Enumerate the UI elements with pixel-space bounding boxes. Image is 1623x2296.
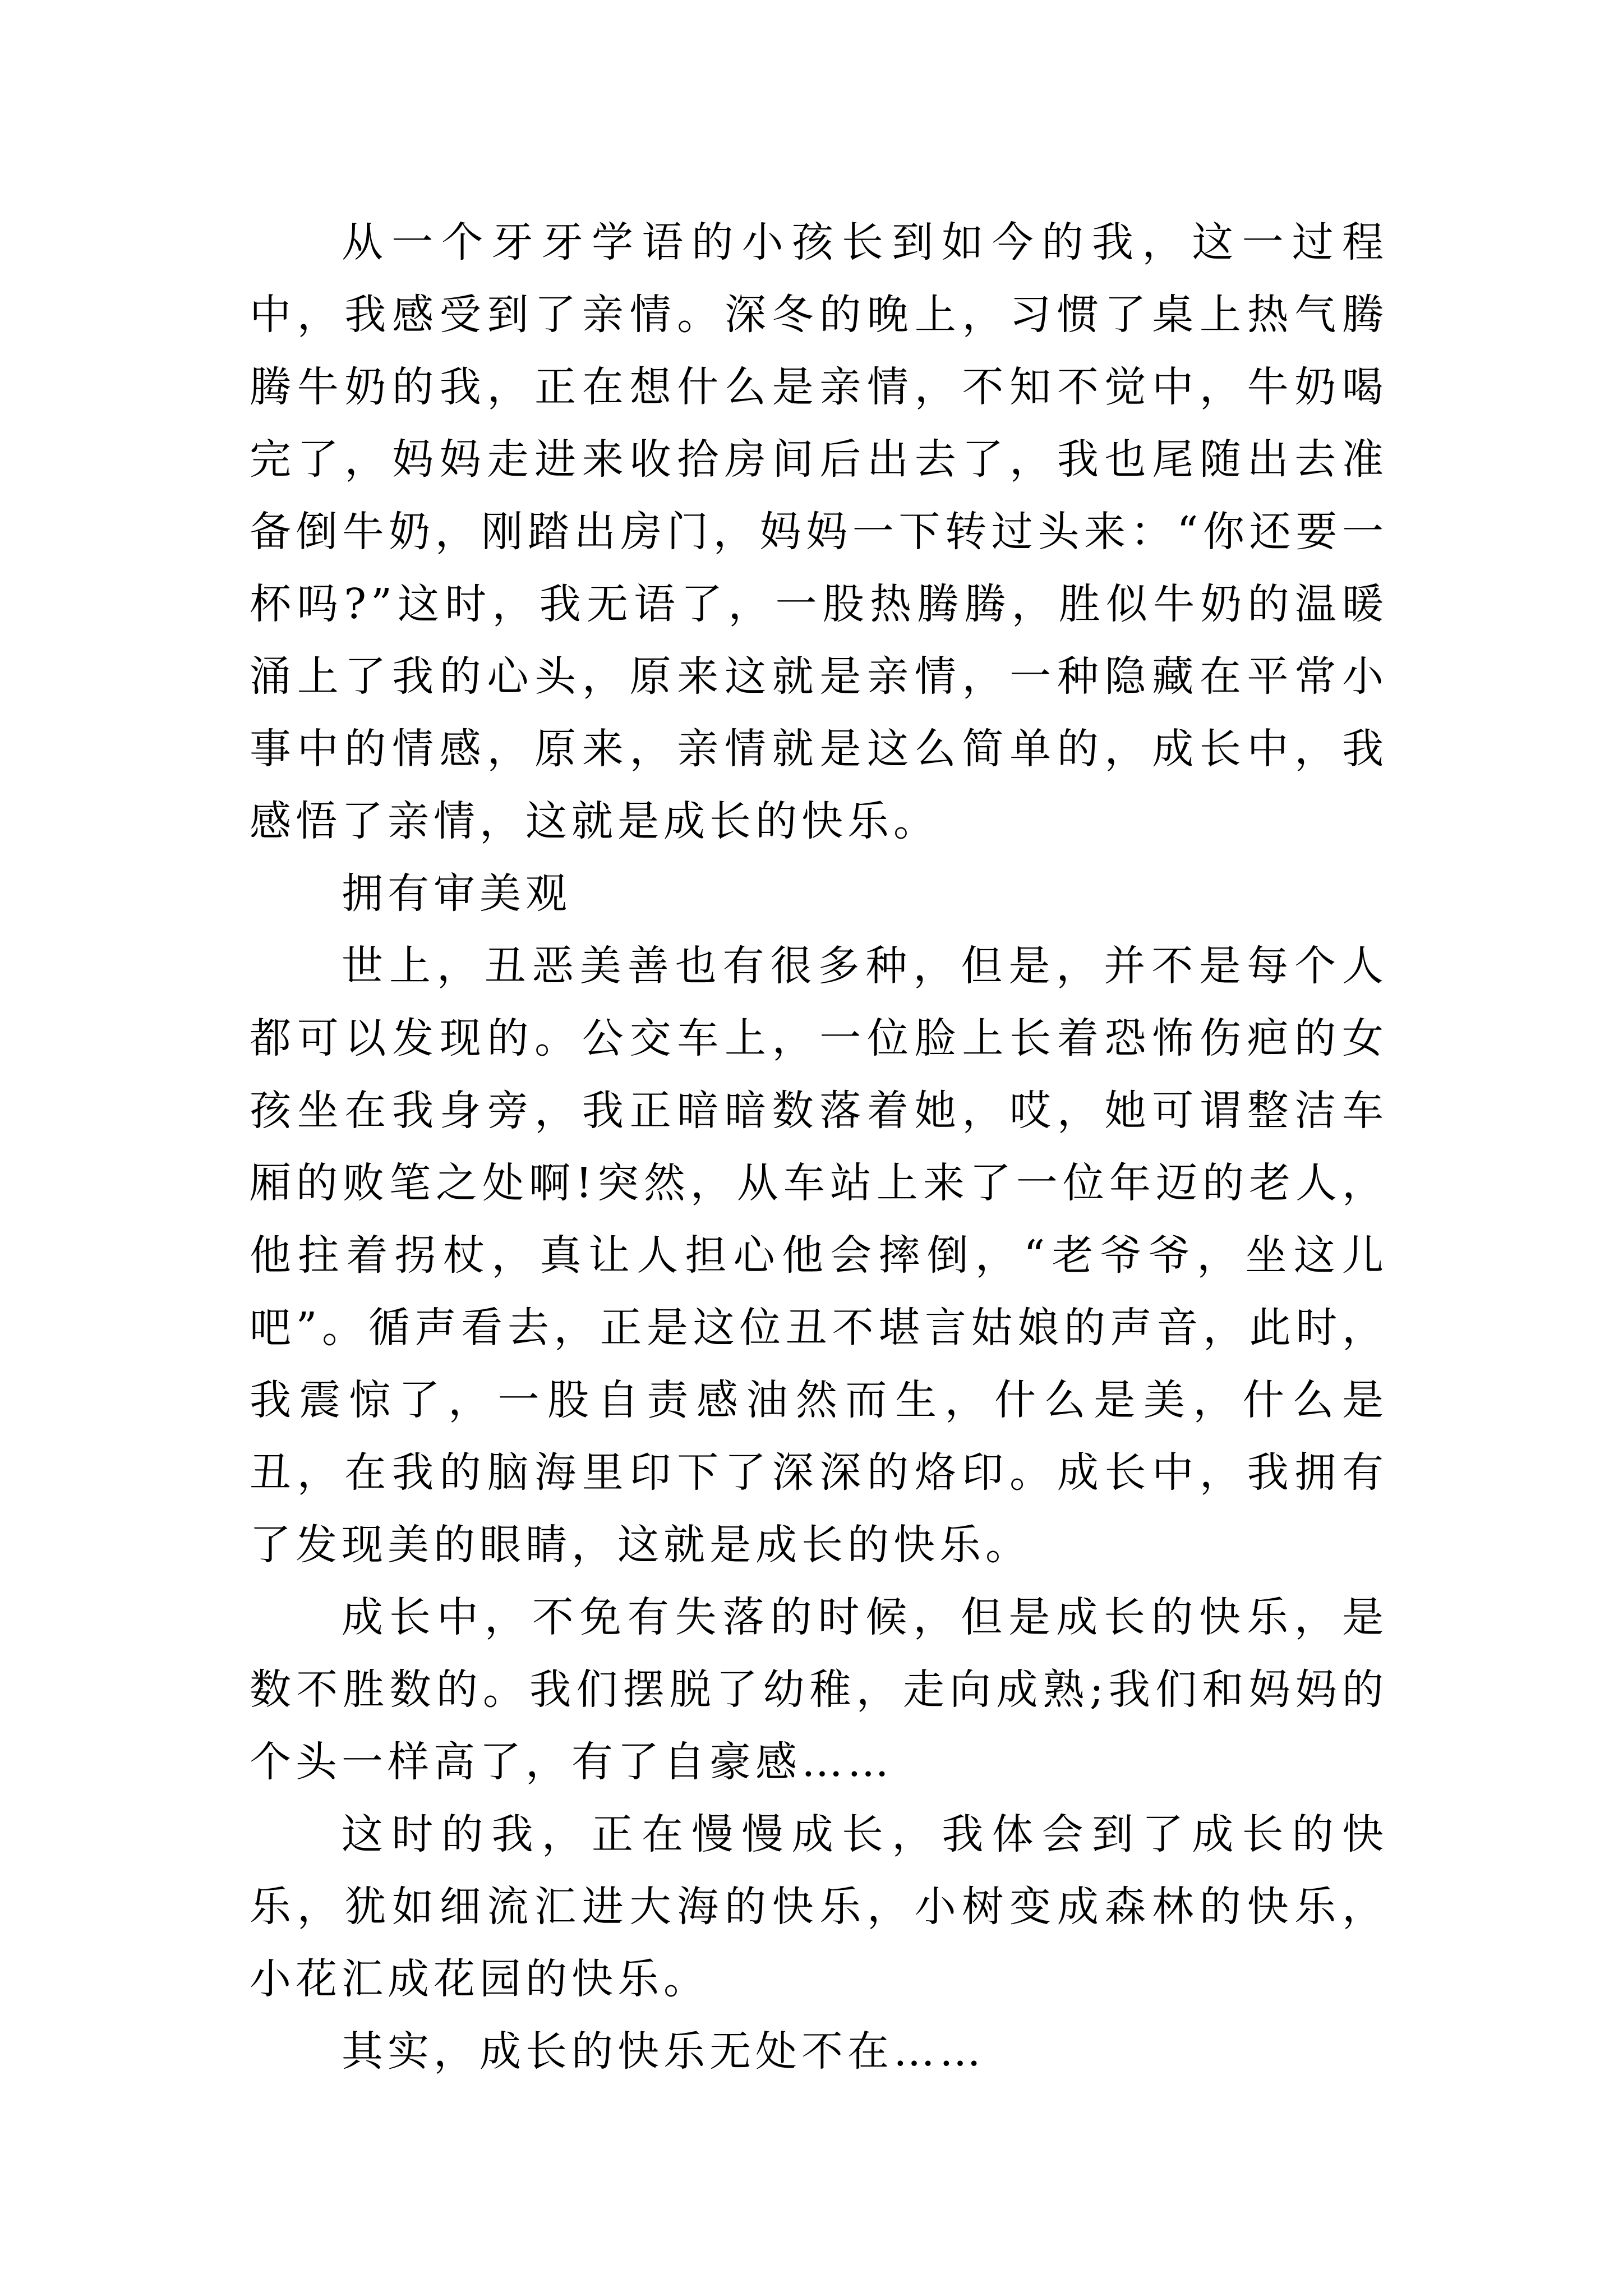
section-heading-aesthetics: 拥有审美观 — [342, 869, 571, 918]
paragraph-growing-up: 成长中，不免有失落的时候，但是成长的快乐，是数不胜数的。我们摆脱了幼稚，走向成熟;我们和妈妈的个头一样高了，有了自豪感…… — [250, 1593, 1388, 1786]
paragraph-joy-of-growth: 这时的我，正在慢慢成长，我体会到了成长的快乐，犹如细流汇进大海的快乐，小树变成森林的快乐，小花汇成花园的快乐。 — [250, 1810, 1388, 2003]
paragraph-closing: 其实，成长的快乐无处不在…… — [342, 2027, 985, 2076]
paragraph-bus-story: 世上，丑恶美善也有很多种，但是，并不是每个人都可以发现的。公交车上，一位脸上长着恐怖伤疤的女孩坐在我身旁，我正暗暗数落着她，哎，她可谓整洁车厢的败笔之处啊!突然，从车站上来了一位年迈的老人，他拄着拐杖，真让人担心他会摔倒，“老爷爷，坐这儿吧”。循声看去，正是这位丑不堪言姑娘的声音，此时，我震惊了，一股自责感油然而生，什么是美，什么是丑，在我的脑海里印下了深深的烙印。成长中，我拥有了发现美的眼睛，这就是成长的快乐。 — [250, 942, 1388, 1569]
paragraph-family-love: 从一个牙牙学语的小孩长到如今的我，这一过程中，我感受到了亲情。深冬的晚上，习惯了桌上热气腾腾牛奶的我，正在想什么是亲情，不知不觉中，牛奶喝完了，妈妈走进来收拾房间后出去了，我也尾随出去准备倒牛奶，刚踏出房门，妈妈一下转过头来：“你还要一杯吗?”这时，我无语了，一股热腾腾，胜似牛奶的温暖涌上了我的心头，原来这就是亲情，一种隐藏在平常小事中的情感，原来，亲情就是这么简单的，成长中，我感悟了亲情，这就是成长的快乐。 — [250, 218, 1388, 845]
body-text — [250, 206, 1388, 2088]
